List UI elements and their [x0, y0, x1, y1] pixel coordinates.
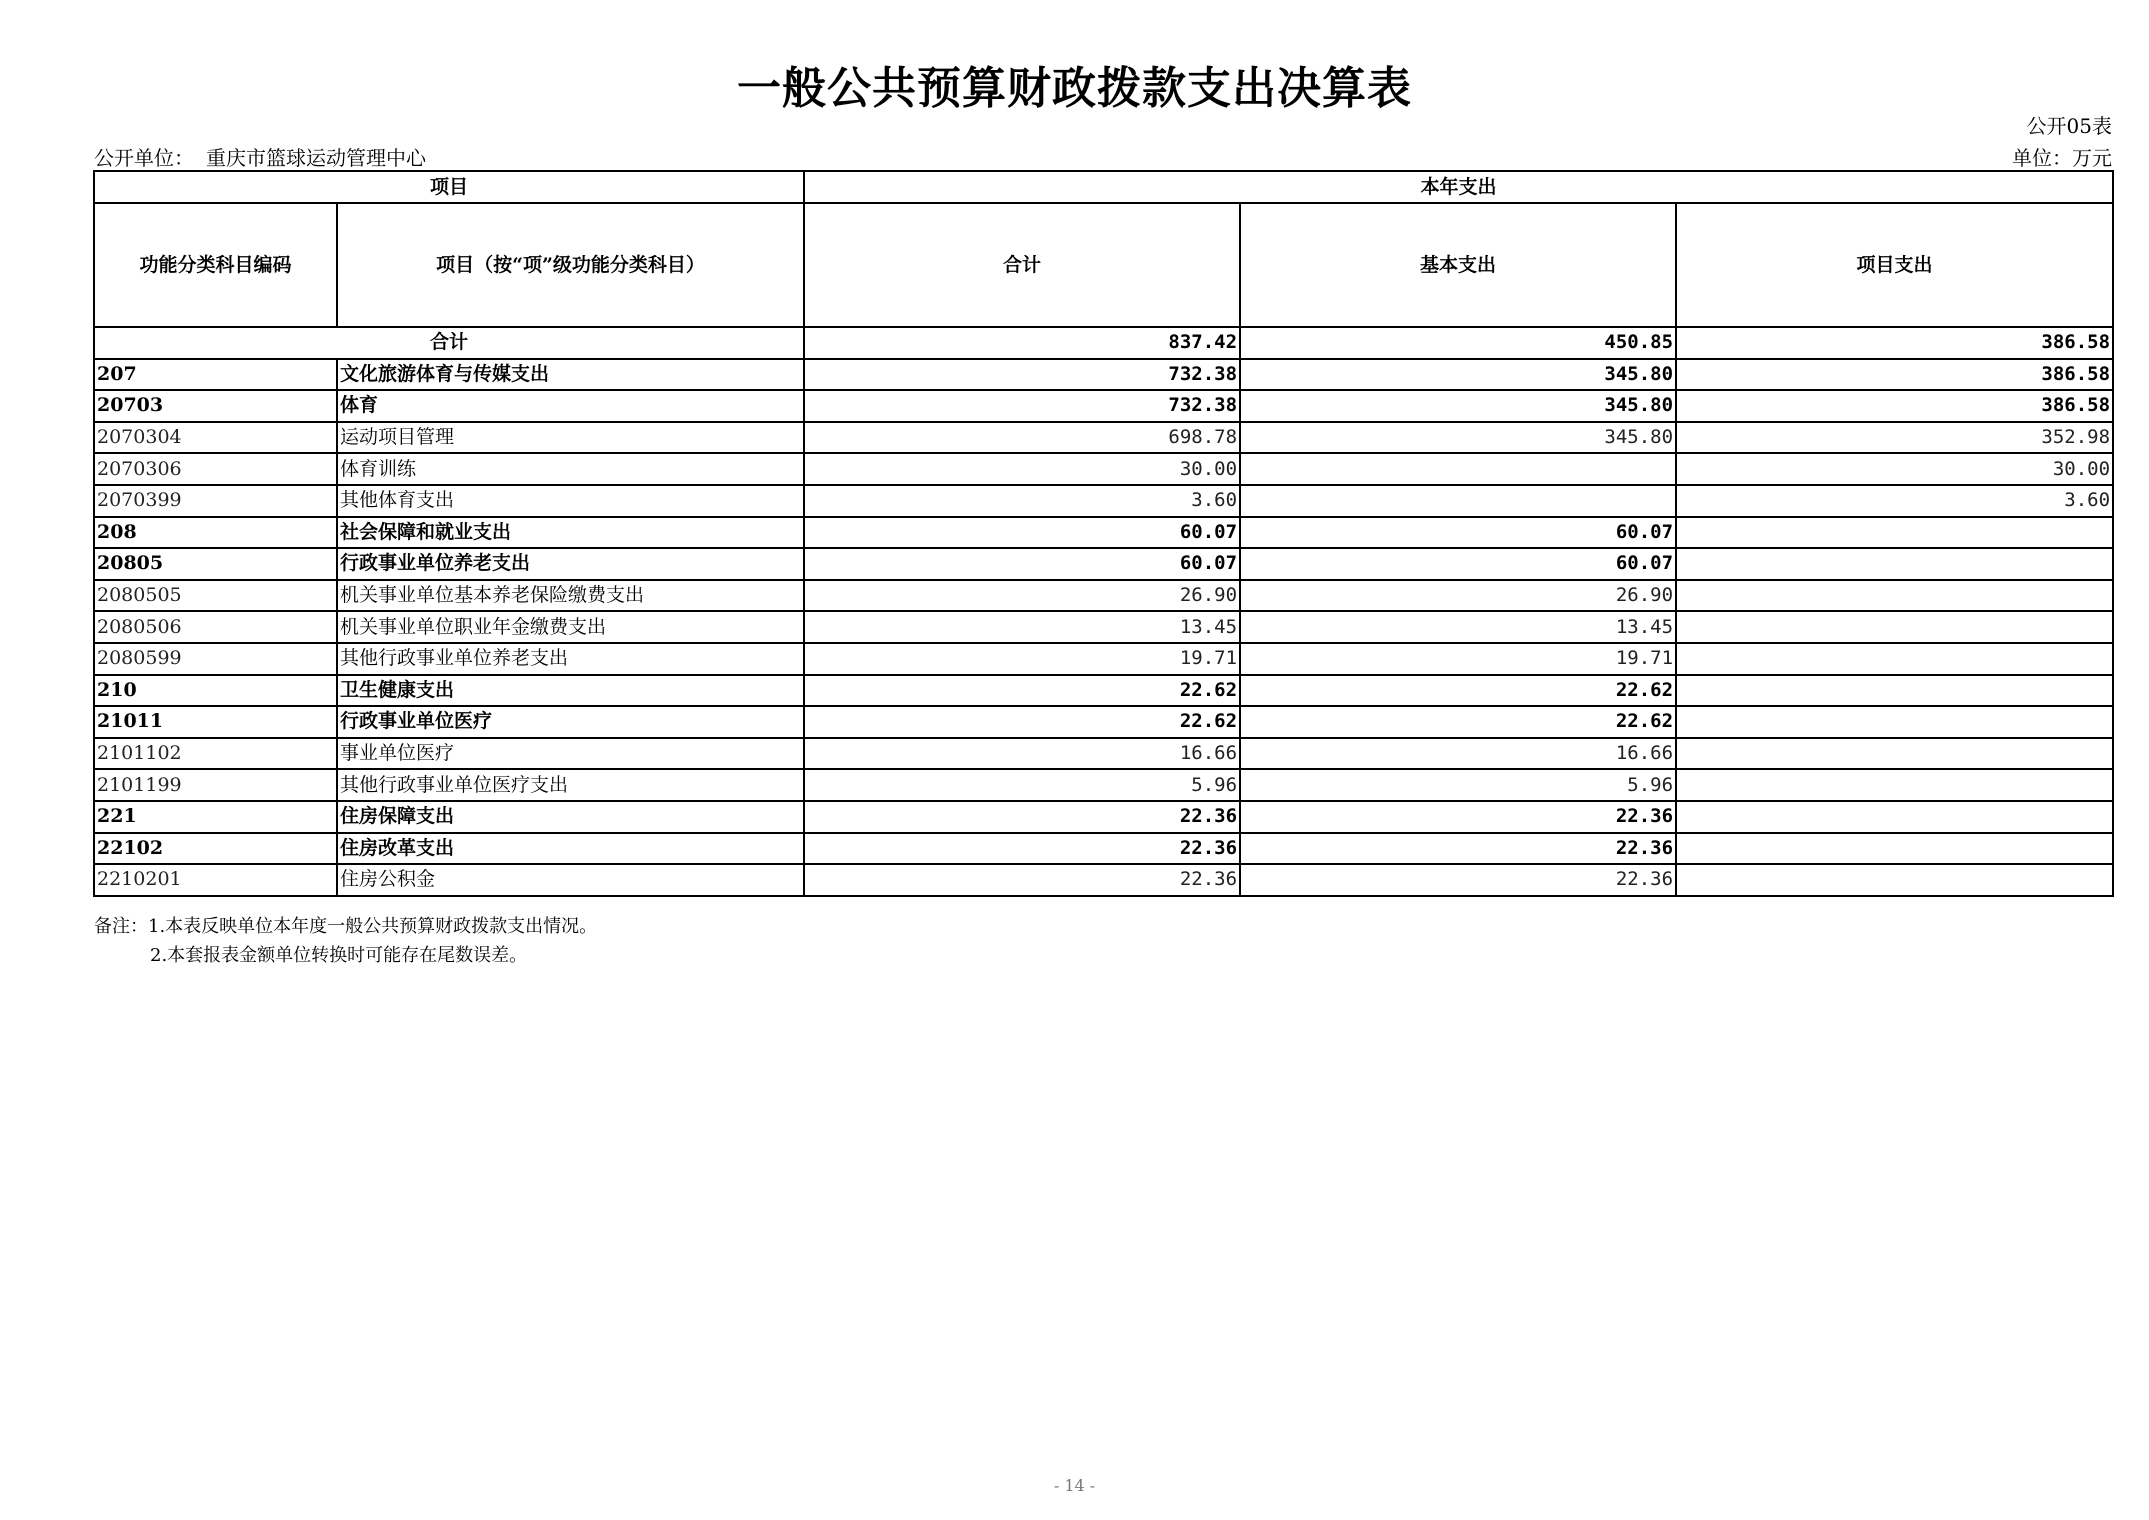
row-basic: 16.66 [1240, 738, 1676, 770]
organization-name: 重庆市篮球运动管理中心 [206, 146, 426, 170]
row-basic: 22.62 [1240, 675, 1676, 707]
table-row [94, 611, 2113, 643]
table-row [94, 517, 2113, 549]
table-number: 公开05表 [2026, 114, 2112, 138]
row-basic [1240, 485, 1676, 517]
row-code: 2210201 [94, 864, 337, 896]
row-project [1676, 517, 2113, 549]
total-amount: 837.42 [804, 327, 1240, 359]
row-total: 732.38 [804, 390, 1240, 422]
row-basic: 345.80 [1240, 359, 1676, 391]
page-number: - 14 - [1053, 1476, 1096, 1495]
page-title: 一般公共预算财政拨款支出决算表 [737, 63, 1412, 114]
row-project [1676, 833, 2113, 865]
row-project: 30.00 [1676, 453, 2113, 485]
row-code: 208 [94, 517, 337, 549]
row-total: 22.36 [804, 864, 1240, 896]
row-name: 体育 [337, 390, 804, 422]
row-name: 其他体育支出 [337, 485, 804, 517]
table-body [94, 327, 2113, 896]
row-name: 其他行政事业单位养老支出 [337, 643, 804, 675]
row-project: 352.98 [1676, 422, 2113, 454]
table-row [94, 738, 2113, 770]
row-name: 运动项目管理 [337, 422, 804, 454]
row-code: 2070304 [94, 422, 337, 454]
header-name: 项目（按“项”级功能分类科目） [337, 203, 804, 327]
row-basic: 26.90 [1240, 580, 1676, 612]
expenditure-table [93, 170, 2114, 897]
table-row [94, 706, 2113, 738]
table-row [94, 769, 2113, 801]
total-row [94, 327, 2113, 359]
header-year-expense: 本年支出 [804, 171, 2113, 203]
total-label: 合计 [94, 327, 804, 359]
row-total: 60.07 [804, 517, 1240, 549]
row-basic: 22.36 [1240, 833, 1676, 865]
row-code: 2080505 [94, 580, 337, 612]
row-total: 22.62 [804, 675, 1240, 707]
row-project: 386.58 [1676, 359, 2113, 391]
header-row-columns [94, 203, 2113, 327]
row-code: 2080599 [94, 643, 337, 675]
row-code: 2070399 [94, 485, 337, 517]
table-row [94, 485, 2113, 517]
row-project [1676, 675, 2113, 707]
row-project [1676, 643, 2113, 675]
table-row [94, 453, 2113, 485]
total-basic: 450.85 [1240, 327, 1676, 359]
row-name: 社会保障和就业支出 [337, 517, 804, 549]
row-total: 19.71 [804, 643, 1240, 675]
row-name: 事业单位医疗 [337, 738, 804, 770]
currency-unit: 单位：万元 [2012, 146, 2112, 170]
row-name: 行政事业单位医疗 [337, 706, 804, 738]
row-name: 住房保障支出 [337, 801, 804, 833]
row-total: 13.45 [804, 611, 1240, 643]
note-2: 2.本套报表金额单位转换时可能存在尾数误差。 [150, 945, 528, 966]
row-project [1676, 738, 2113, 770]
table-row [94, 643, 2113, 675]
note-1: 备注：1.本表反映单位本年度一般公共预算财政拨款支出情况。 [94, 916, 598, 937]
table-row [94, 359, 2113, 391]
row-code: 20805 [94, 548, 337, 580]
row-code: 2101199 [94, 769, 337, 801]
row-basic: 13.45 [1240, 611, 1676, 643]
table-row [94, 864, 2113, 896]
table-row [94, 675, 2113, 707]
row-code: 2080506 [94, 611, 337, 643]
table-row [94, 390, 2113, 422]
row-code: 2101102 [94, 738, 337, 770]
header-code: 功能分类科目编码 [94, 203, 337, 327]
row-basic: 22.36 [1240, 864, 1676, 896]
row-total: 22.62 [804, 706, 1240, 738]
table-row [94, 422, 2113, 454]
table-row [94, 548, 2113, 580]
row-basic: 345.80 [1240, 390, 1676, 422]
notes [94, 912, 597, 970]
row-project [1676, 548, 2113, 580]
row-total: 3.60 [804, 485, 1240, 517]
row-code: 221 [94, 801, 337, 833]
row-name: 机关事业单位基本养老保险缴费支出 [337, 580, 804, 612]
row-project: 3.60 [1676, 485, 2113, 517]
row-total: 22.36 [804, 833, 1240, 865]
header-total: 合计 [804, 203, 1240, 327]
row-project [1676, 611, 2113, 643]
row-name: 卫生健康支出 [337, 675, 804, 707]
row-basic: 19.71 [1240, 643, 1676, 675]
row-project: 386.58 [1676, 390, 2113, 422]
row-total: 5.96 [804, 769, 1240, 801]
row-project [1676, 769, 2113, 801]
row-total: 698.78 [804, 422, 1240, 454]
row-project [1676, 706, 2113, 738]
row-name: 其他行政事业单位医疗支出 [337, 769, 804, 801]
row-total: 22.36 [804, 801, 1240, 833]
table-row [94, 801, 2113, 833]
row-total: 16.66 [804, 738, 1240, 770]
row-basic: 60.07 [1240, 548, 1676, 580]
row-name: 文化旅游体育与传媒支出 [337, 359, 804, 391]
table-row [94, 580, 2113, 612]
row-basic: 22.36 [1240, 801, 1676, 833]
row-basic: 5.96 [1240, 769, 1676, 801]
row-project [1676, 801, 2113, 833]
header-project: 项目支出 [1676, 203, 2113, 327]
row-name: 体育训练 [337, 453, 804, 485]
reporting-unit [94, 142, 426, 171]
row-code: 21011 [94, 706, 337, 738]
row-total: 60.07 [804, 548, 1240, 580]
row-name: 机关事业单位职业年金缴费支出 [337, 611, 804, 643]
row-project [1676, 864, 2113, 896]
row-name: 住房改革支出 [337, 833, 804, 865]
row-project [1676, 580, 2113, 612]
row-code: 2070306 [94, 453, 337, 485]
row-basic: 345.80 [1240, 422, 1676, 454]
header-item-group: 项目 [94, 171, 804, 203]
total-project: 386.58 [1676, 327, 2113, 359]
row-code: 210 [94, 675, 337, 707]
row-code: 207 [94, 359, 337, 391]
row-total: 26.90 [804, 580, 1240, 612]
header-row-group [94, 171, 2113, 203]
reporting-unit-label: 公开单位： [94, 146, 194, 170]
row-code: 22102 [94, 833, 337, 865]
row-basic: 22.62 [1240, 706, 1676, 738]
table-row [94, 833, 2113, 865]
row-total: 30.00 [804, 453, 1240, 485]
row-basic [1240, 453, 1676, 485]
row-basic: 60.07 [1240, 517, 1676, 549]
row-name: 行政事业单位养老支出 [337, 548, 804, 580]
row-name: 住房公积金 [337, 864, 804, 896]
header-basic: 基本支出 [1240, 203, 1676, 327]
row-code: 20703 [94, 390, 337, 422]
row-total: 732.38 [804, 359, 1240, 391]
